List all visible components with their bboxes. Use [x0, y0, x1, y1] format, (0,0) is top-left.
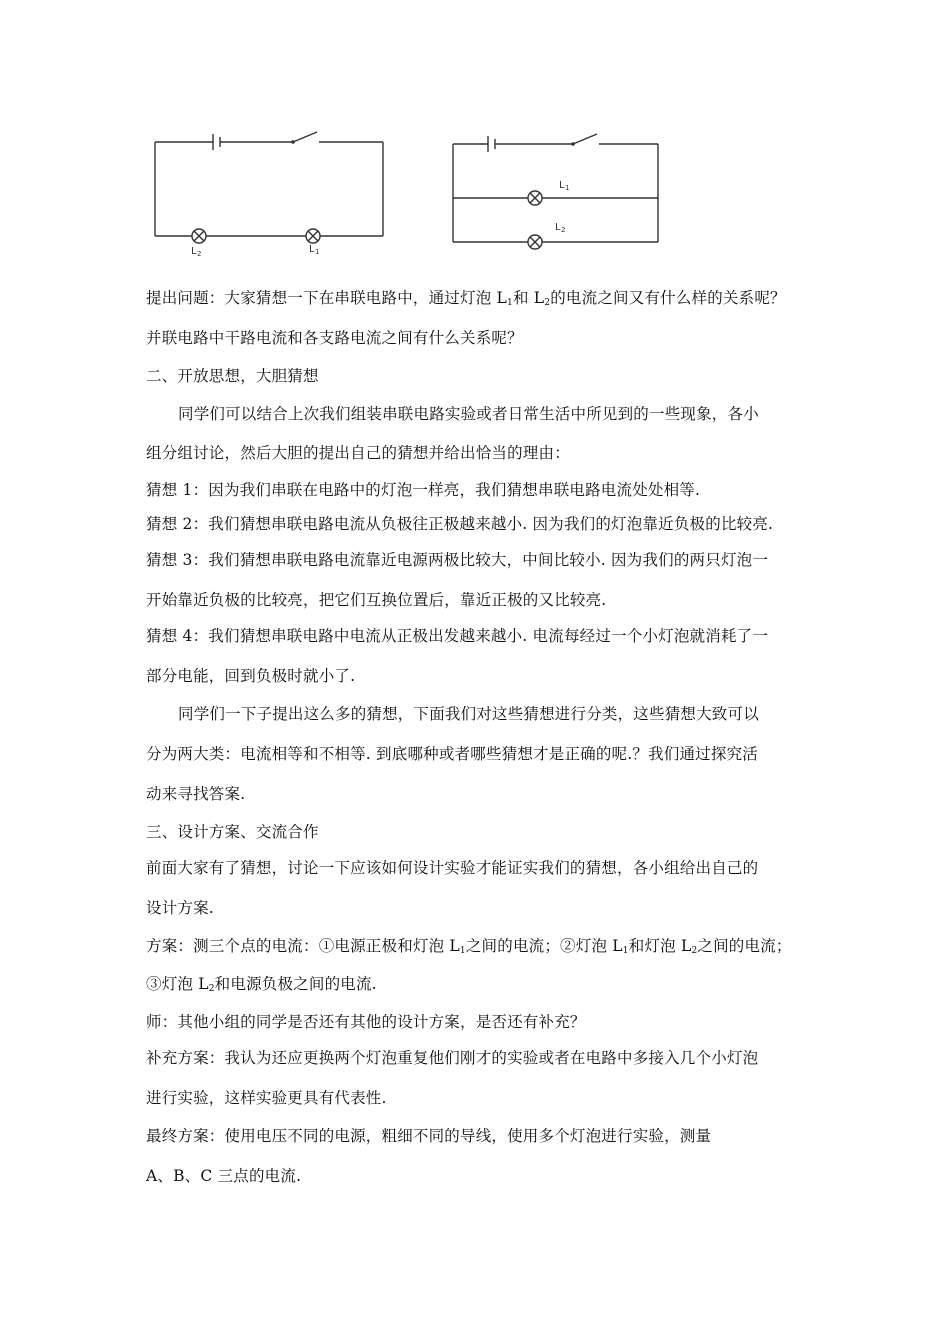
text-span: 和灯泡 L [628, 937, 692, 955]
subscript: 2 [691, 946, 698, 956]
switch-lever [293, 132, 317, 142]
text-span: 方案：测三个点的电流：①电源正极和灯泡 L [146, 937, 460, 955]
text-span: ③灯泡 L [146, 975, 209, 993]
parallel-lamp-top-sub: 1 [565, 184, 570, 192]
text-span: 之间的电流；②灯泡 L [465, 937, 623, 955]
subscript: 1 [507, 298, 513, 308]
final-plan-line-1: 最终方案：使用电压不同的电源，粗细不同的导线，使用多个灯泡进行实验，测量 [146, 1127, 712, 1145]
guess-1: 猜想 1：因为我们串联在电路中的灯泡一样亮，我们猜想串联电路电流处处相等. [146, 481, 701, 499]
paragraph-line: 动来寻找答案. [146, 785, 246, 803]
paragraph-line: 分为两大类：电流相等和不相等. 到底哪种或者哪些猜想才是正确的呢.？我们通过探究活 [146, 745, 758, 763]
guess-4-line-2: 部分电能，回到负极时就小了. [146, 667, 356, 685]
plan-line-2 [146, 974, 377, 999]
text-span: 提出问题：大家猜想一下在串联电路中，通过灯泡 L [146, 289, 508, 307]
paragraph-line: 前面大家有了猜想，讨论一下应该如何设计实验才能证实我们的猜想，各小组给出自己的 [146, 859, 759, 877]
parallel-lamp-top-label: L [559, 180, 565, 191]
final-plan-line-2: A、B、C 三点的电流. [146, 1167, 302, 1185]
guess-3-line-2: 开始靠近负极的比较亮，把它们互换位置后，靠近正极的又比较亮. [146, 591, 607, 609]
subscript: 1 [622, 946, 629, 956]
text-span: 和电源负极之间的电流. [214, 975, 377, 993]
section-heading-3: 三、设计方案、交流合作 [146, 823, 319, 841]
circuit-diagrams-svg [145, 128, 675, 260]
switch-lever [573, 134, 597, 144]
subscript: 1 [459, 946, 466, 956]
paragraph-line: 设计方案. [146, 899, 214, 917]
text-span: 和 L [512, 289, 545, 307]
guess-2: 猜想 2：我们猜想串联电路电流从负极往正极越来越小. 因为我们的灯泡靠近负极的比较亮. [146, 515, 774, 533]
parallel-lamp-bottom-sub: 2 [561, 226, 566, 234]
parallel-lamp-bottom-label: L [555, 222, 561, 233]
series-lamp-left-label: L [191, 246, 197, 257]
series-lamp-right-label: L [309, 244, 315, 255]
supplement-line-1: 补充方案：我认为还应更换两个灯泡重复他们刚才的实验或者在电路中多接入几个小灯泡 [146, 1049, 759, 1067]
circuit-diagrams [145, 128, 675, 260]
lamp-l2-icon [528, 235, 542, 249]
question-line-1 [146, 288, 786, 313]
lamp-l1-icon [306, 229, 320, 243]
series-lamp-right-sub: 1 [315, 248, 320, 256]
series-lamp-left-sub: 2 [197, 250, 202, 258]
series-circuit [155, 132, 383, 258]
paragraph-line: 组分组讨论，然后大胆的提出自己的猜想并给出恰当的理由： [146, 444, 570, 462]
parallel-circuit [453, 134, 658, 249]
lamp-l2-icon [192, 229, 206, 243]
paragraph-line: 同学们可以结合上次我们组装串联电路实验或者日常生活中所见到的一些现象，各小 [178, 405, 759, 423]
supplement-line-2: 进行实验，这样实验更具有代表性. [146, 1089, 387, 1107]
guess-4-line-1: 猜想 4：我们猜想串联电路中电流从正极出发越来越小. 电流每经过一个小灯泡就消耗了一 [146, 627, 769, 645]
paragraph-line: 同学们一下子提出这么多的猜想，下面我们对这些猜想进行分类，这些猜想大致可以 [178, 705, 759, 723]
subscript: 2 [208, 984, 215, 994]
text-span: 的电流之间又有什么样的关系呢？ [550, 289, 786, 307]
plan-line-1 [146, 936, 792, 961]
guess-3-line-1: 猜想 3：我们猜想串联电路电流靠近电源两极比较大，中间比较小. 因为我们的两只灯泡一 [146, 551, 769, 569]
text-span: 之间的电流； [697, 937, 792, 955]
lamp-l1-icon [528, 191, 542, 205]
section-heading-2: 二、开放思想，大胆猜想 [146, 367, 319, 385]
question-line-2: 并联电路中干路电流和各支路电流之间有什么关系呢？ [146, 329, 523, 347]
teacher-line: 师：其他小组的同学是否还有其他的设计方案，是否还有补充？ [146, 1013, 586, 1031]
subscript: 2 [544, 298, 551, 308]
